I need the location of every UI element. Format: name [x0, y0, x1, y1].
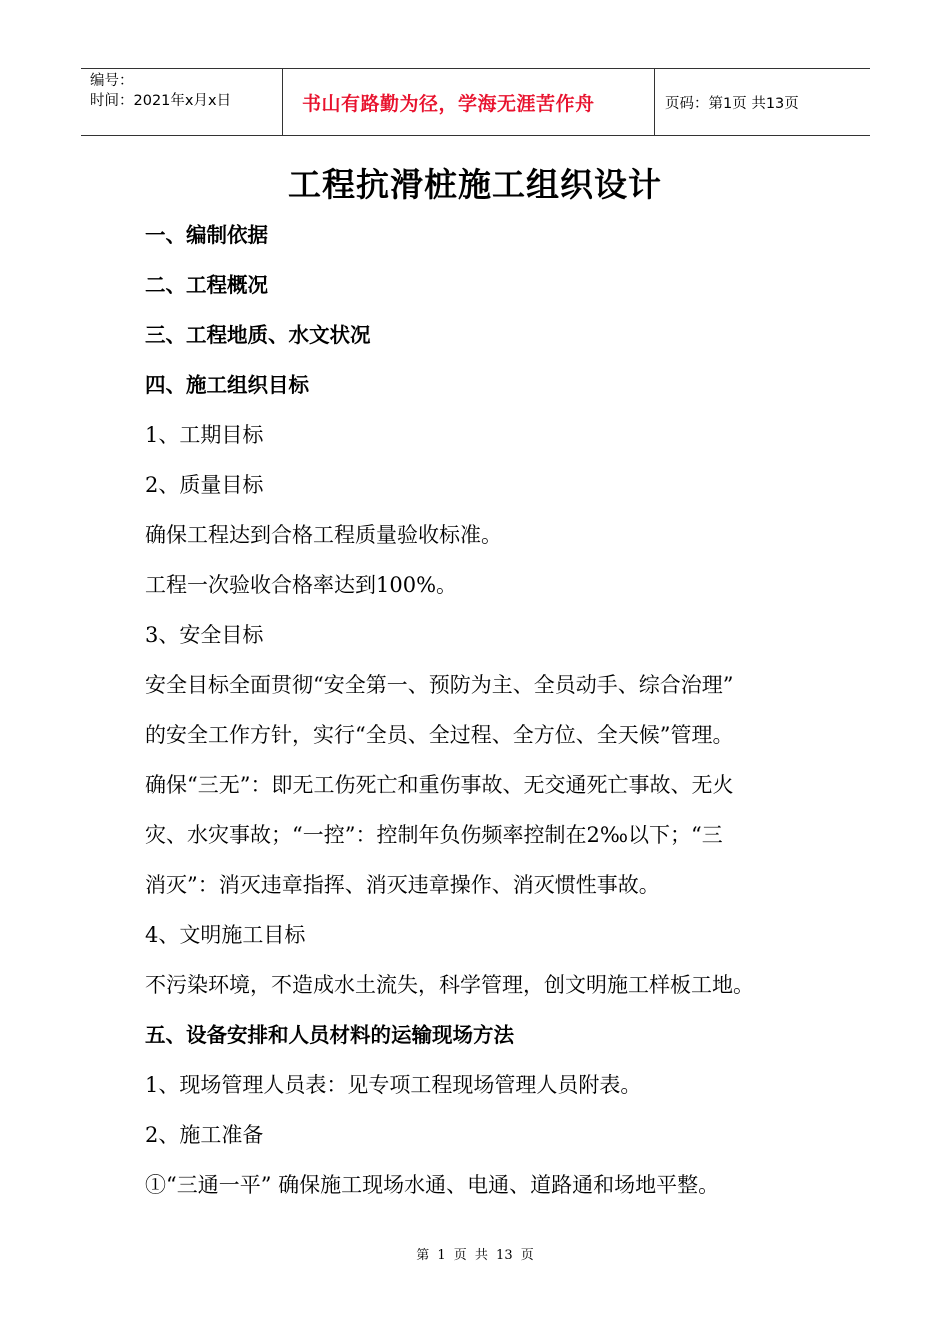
page-info-text: 页码：第1页 共13页 [665, 95, 799, 112]
header-page-cell [655, 69, 870, 135]
paragraph-line: 工程一次验收合格率达到100%。 [145, 573, 458, 597]
section-heading: 四、施工组织目标 [145, 373, 309, 397]
section-heading: 二、工程概况 [145, 273, 268, 297]
paragraph-line: ①“三通一平” 确保施工现场水通、电通、道路通和场地平整。 [145, 1173, 720, 1197]
page-header [81, 68, 870, 136]
header-motto-cell [282, 69, 655, 135]
paragraph-line: 3、安全目标 [145, 623, 264, 647]
header-meta-cell [81, 69, 282, 135]
paragraph-line: 灾、水灾事故；“一控”：控制年负伤频率控制在2‰以下；“三 [145, 823, 723, 847]
time-label: 时间：2021年x月x日 [90, 93, 232, 109]
paragraph-line: 2、质量目标 [145, 473, 264, 497]
section-heading: 五、设备安排和人员材料的运输现场方法 [145, 1023, 514, 1047]
document-title: 工程抗滑桩施工组织设计 [288, 165, 662, 204]
paragraph-line: 1、工期目标 [145, 423, 264, 447]
page-footer: 第 1 页 共 13 页 [416, 1248, 534, 1263]
serial-number-label: 编号： [90, 73, 134, 89]
paragraph-line: 的安全工作方针，实行“全员、全过程、全方位、全天候”管理。 [145, 723, 734, 747]
paragraph-line: 消灭”：消灭违章指挥、消灭违章操作、消灭惯性事故。 [145, 873, 660, 897]
paragraph-line: 4、文明施工目标 [145, 923, 306, 947]
motto-text: 书山有路勤为径，学海无涯苦作舟 [302, 92, 595, 115]
paragraph-line: 1、现场管理人员表：见专项工程现场管理人员附表。 [145, 1073, 642, 1097]
paragraph-line: 确保工程达到合格工程质量验收标准。 [145, 523, 502, 547]
document-body [145, 215, 825, 1215]
paragraph-line: 确保“三无”：即无工伤死亡和重伤事故、无交通死亡事故、无火 [145, 773, 734, 797]
paragraph-line: 安全目标全面贯彻“安全第一、预防为主、全员动手、综合治理” [145, 673, 734, 697]
paragraph-line: 2、施工准备 [145, 1123, 264, 1147]
section-heading: 三、工程地质、水文状况 [145, 323, 371, 347]
paragraph-line: 不污染环境，不造成水土流失，科学管理，创文明施工样板工地。 [145, 973, 754, 997]
section-heading: 一、编制依据 [145, 223, 268, 247]
